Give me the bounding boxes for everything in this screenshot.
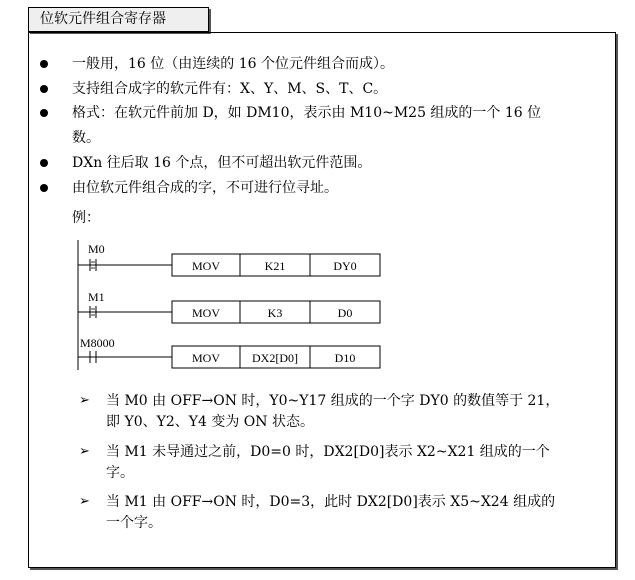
instruction-destination: D10 (334, 351, 356, 365)
example-label: 例： (72, 210, 100, 226)
contact-label: M0 (88, 242, 105, 256)
instruction-name: MOV (191, 259, 221, 273)
note-line-1: 当 M1 由 OFF→ON 时，D0=3，此时 DX2[D0]表示 X5~X24 组成的 (106, 494, 556, 510)
arrow-bullet-icon: ➢ (79, 393, 90, 408)
note-line-1: 当 M0 由 OFF→ON 时，Y0~Y17 组成的一个字 DY0 的数值等于 21， (106, 393, 560, 409)
instruction-destination: DY0 (333, 259, 357, 273)
contact-label: M8000 (80, 336, 115, 350)
note-line-1: 当 M1 未导通过之前，D0=0 时，DX2[D0]表示 X2~X21 组成的一个 (106, 444, 550, 460)
instruction-source: DX2[D0] (252, 351, 298, 365)
arrow-bullet-icon: ➢ (79, 494, 90, 509)
bullet-text-line-2: 数。 (72, 130, 100, 146)
instruction-destination: D0 (337, 306, 353, 320)
note-line-2: 字。 (106, 465, 134, 481)
ladder-rung-1 (78, 242, 380, 276)
contact-label: M1 (88, 290, 105, 304)
bullet-text: 由位软元件组合成的字，不可进行位寻址。 (72, 180, 338, 196)
note-line-2: 一个字。 (106, 515, 162, 531)
note-line-2: 即 Y0、Y2、Y4 变为 ON 状态。 (106, 414, 314, 430)
instruction-source: K21 (264, 259, 286, 273)
instruction-name: MOV (191, 306, 221, 320)
instruction-name: MOV (191, 351, 221, 365)
bullet-text: DXn 往后取 16 个点，但不可超出软元件范围。 (72, 155, 372, 171)
section-title-tab: 位软元件组合寄存器 (28, 7, 209, 32)
arrow-bullet-icon: ➢ (79, 444, 90, 459)
instruction-source: K3 (267, 306, 283, 320)
bullet-text-line-1: 格式：在软元件前加 D，如 DM10，表示由 M10~M25 组成的一个 16 位 (72, 105, 542, 121)
bullet-text: 一般用，16 位（由连续的 16 个位元件组合而成）。 (72, 56, 394, 72)
ladder-rung-2 (78, 290, 380, 323)
ladder-rung-3 (78, 336, 380, 368)
bullet-text: 支持组合成字的软元件有：X、Y、M、S、T、C。 (72, 81, 388, 97)
